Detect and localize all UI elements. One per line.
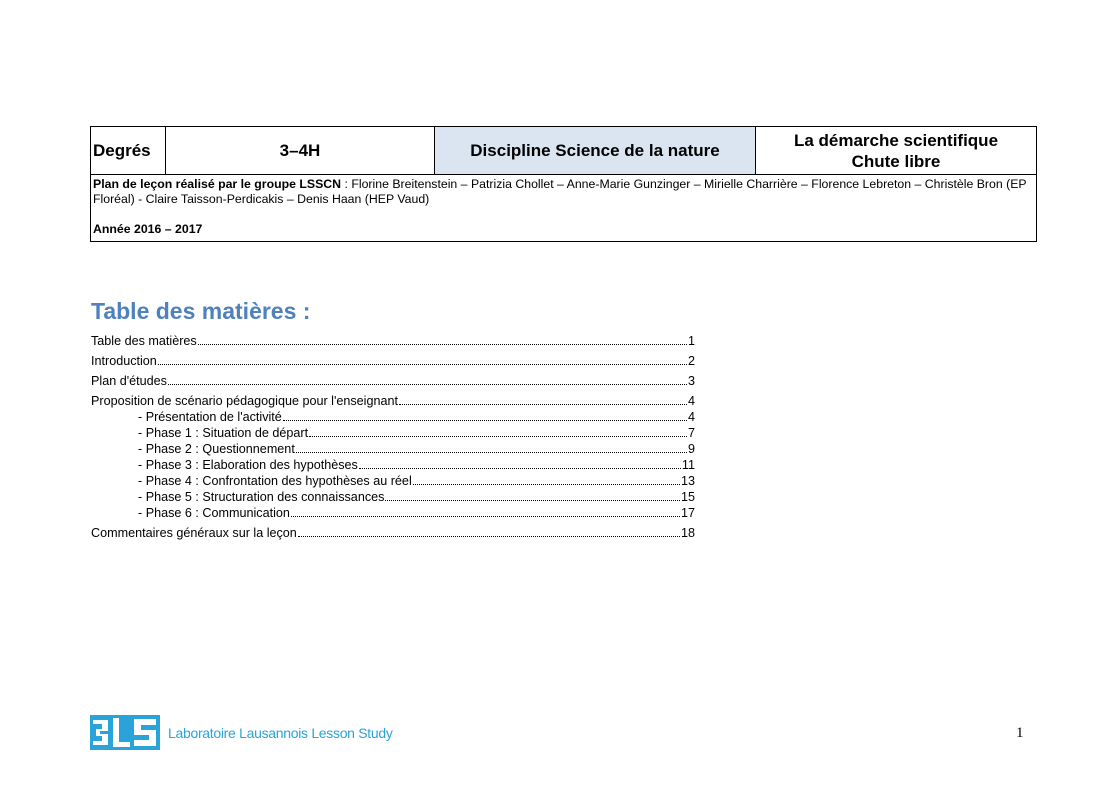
toc-entry-page: 2 <box>687 354 695 368</box>
toc-entry-text: - Phase 6 : Communication <box>138 506 290 520</box>
toc-entry-page: 13 <box>680 474 695 488</box>
toc-entry-text: - Phase 1 : Situation de départ <box>138 426 309 440</box>
toc-subentry[interactable] <box>91 489 695 505</box>
lesson-header-table <box>90 126 1037 242</box>
toc-entry-text: - Présentation de l'activité <box>138 410 282 424</box>
toc-entry-page: 3 <box>687 374 695 388</box>
toc-subentry[interactable] <box>91 505 695 521</box>
toc-entry-text: Commentaires généraux sur la leçon <box>91 526 297 540</box>
toc-entry-text: - Phase 4 : Confrontation des hypothèses au réel <box>138 474 412 488</box>
3ls-logo-icon <box>90 715 160 750</box>
toc-entry[interactable] <box>91 525 695 541</box>
toc-entry-page: 11 <box>681 458 695 472</box>
toc-leader <box>413 473 680 485</box>
toc-leader <box>359 457 681 469</box>
toc-subentry[interactable] <box>91 441 695 457</box>
toc-entry[interactable] <box>91 373 695 389</box>
toc-leader <box>309 425 687 437</box>
discipline: Discipline Science de la nature <box>435 127 756 175</box>
topic <box>756 127 1037 175</box>
topic-line-1: La démarche scientifique <box>793 130 999 150</box>
toc-entry-page: 9 <box>687 442 695 456</box>
toc-leader <box>291 505 680 517</box>
toc-entry-page: 1 <box>687 334 695 348</box>
toc-entry[interactable] <box>91 333 695 349</box>
toc-entry-page: 18 <box>680 526 695 540</box>
toc-entry-text: Table des matières <box>91 334 197 348</box>
toc-leader <box>158 353 687 365</box>
authors-list: : Florine Breitenstein – Patrizia Chollet – Anne-Marie Gunzinger – Mirielle Charrière – Florence Lebreton – Christèle Bron (EP Floréal) - Claire Taisson-Perdicakis – Denis Haan (HEP Vaud) <box>93 177 1027 206</box>
footer-logo <box>90 715 393 750</box>
lesson-info <box>91 175 1037 242</box>
toc-subentry[interactable] <box>91 409 695 425</box>
toc-entry-text: - Phase 5 : Structuration des connaissances <box>138 490 385 504</box>
toc-entry-page: 7 <box>687 426 695 440</box>
toc-entry-text: - Phase 2 : Questionnement <box>138 442 295 456</box>
grade-label: Degrés <box>91 127 166 175</box>
toc-leader <box>198 333 687 345</box>
toc-entry[interactable] <box>91 353 695 369</box>
toc-leader <box>296 441 687 453</box>
grade-value: 3–4H <box>166 127 435 175</box>
toc-title: Table des matières : <box>91 298 311 324</box>
toc-subentry[interactable] <box>91 473 695 489</box>
toc-entry-text: Plan d'études <box>91 374 167 388</box>
plan-label: Plan de leçon réalisé par le groupe LSSCN <box>93 177 342 191</box>
toc-leader <box>298 525 680 537</box>
toc-entry-page: 15 <box>680 490 695 504</box>
toc-entry-page: 4 <box>687 410 695 424</box>
toc-entry-text: Introduction <box>91 354 157 368</box>
toc-subentry[interactable] <box>91 425 695 441</box>
toc-entry[interactable] <box>91 393 695 409</box>
school-year: Année 2016 – 2017 <box>93 222 203 236</box>
toc-entry-page: 4 <box>687 394 695 408</box>
toc-leader <box>385 489 680 501</box>
toc-entry-text: - Phase 3 : Elaboration des hypothèses <box>138 458 358 472</box>
toc-leader <box>283 409 687 421</box>
toc-entry-page: 17 <box>680 506 695 520</box>
topic-line-2: Chute libre <box>851 151 941 171</box>
toc-leader <box>399 393 687 405</box>
lab-name: Laboratoire Lausannois Lesson Study <box>168 724 393 741</box>
toc-subentry[interactable] <box>91 457 695 473</box>
page-number: 1 <box>1016 725 1024 741</box>
toc-entry-text: Proposition de scénario pédagogique pour l'enseignant <box>91 394 398 408</box>
toc-leader <box>168 373 687 385</box>
